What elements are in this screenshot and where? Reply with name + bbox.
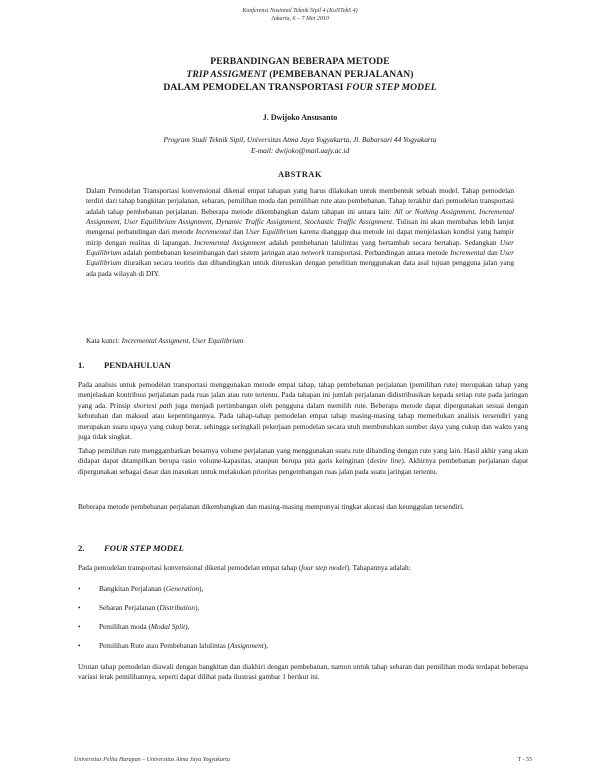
- page-number: T - 55: [517, 757, 532, 763]
- abstract-heading: ABSTRAK: [278, 170, 322, 179]
- list-item-text: [99, 603, 199, 612]
- paragraph-term: desire line: [369, 456, 402, 466]
- paragraph-text: juga menjadi pertimbangan oleh pengguna dalam memilih rute. Beberapa metode dapat dipergunakan sesuai dengan kebutuhan dan maksud atau kepentingannya. Pada tahap-tahap pemodelan empat tahap masing-masing tahap memerlukan analisis tersendiri yang merupakan suatu upaya yang cukup berat, sehingga seringkali pekerjaan pemodelan secara utuh membutuhkan sumber daya yang cukup dan waktu yang juga tidak singkat.: [78, 400, 528, 442]
- section-title: FOUR STEP MODEL: [104, 543, 184, 553]
- paragraph-text: Pada analisis untuk pemodelan transportasi menggunakan metode empat tahap, tahap pembebanan perjalanan (pemilihan rute) merupakan tahap yang menjelaskan kontribusi perjalanan pada ruas jalan atau rute tertentu. Pada tahapan ini jumlah perjalanan didistribusikan kepada setiap rute pada jaringan yang ada. Prinsip: [78, 380, 528, 410]
- paragraph-text: Tahap pemilihan rute menggambarkan besarnya volume perjalanan yang menggunakan suatu rute dibanding dengan rute yang lain. Hasil akhir yang akan didapat dapat ditampilkan berupa rasio volume-kapasitas, ataupun berupa pita garis keinginan (: [78, 446, 528, 466]
- keywords-value: Incremental Assigment, User Equilibrium: [121, 336, 244, 345]
- title-line-3-start: DALAM PEMODELAN TRANSPORTASI: [163, 82, 346, 93]
- list-item-end: ),: [199, 584, 204, 593]
- abstract-term: Incremental Assignment: [194, 237, 266, 247]
- list-item-label: Sebaran Perjalanan (: [99, 603, 160, 612]
- list-item-term: Generation: [165, 584, 200, 593]
- list-item-text: [99, 622, 189, 631]
- paragraph-term: four step model: [301, 563, 347, 572]
- paragraph-text: ). Tahapannya adalah:: [346, 563, 411, 572]
- list-item-term: Modal Split: [150, 622, 186, 631]
- section-2-intro: [78, 563, 528, 573]
- bullet-icon: •: [78, 603, 81, 612]
- abstract-text: adalah pembebanan keseimbangan dari sistem jaringan atau: [121, 248, 302, 258]
- bullet-icon: •: [78, 584, 81, 593]
- list-item-label: Pemilihan moda (: [99, 622, 151, 631]
- keywords: [86, 336, 514, 345]
- list-item: [78, 584, 528, 603]
- abstract-body: [86, 186, 514, 279]
- footer-institutions: Universitas Pelita Harapan – Universitas Atma Jaya Yogyakarta: [74, 757, 230, 763]
- abstract-text: transportasi. Perbandingan antara metode: [324, 248, 451, 258]
- paper-title: [0, 55, 600, 94]
- title-line-2: [0, 68, 600, 81]
- list-item: [78, 603, 528, 622]
- abstract-term: User Equilibrium: [245, 227, 298, 237]
- section-1-paragraph-2: [78, 446, 528, 477]
- title-italic-term: TRIP ASSIGMENT: [186, 69, 267, 80]
- list-item: [78, 622, 528, 641]
- affiliation-address: Program Studi Teknik Sipil, Universitas Atma Jaya Yogyakarta, Jl. Babarsari 44 Yogyakarta: [163, 135, 437, 144]
- list-item-text: [99, 641, 268, 650]
- paragraph-term: shortest path: [133, 400, 173, 410]
- title-line-2-rest: (PEMBEBANAN PERJALANAN): [266, 69, 414, 80]
- section-number: 1.: [78, 360, 85, 370]
- keywords-label: Kata kunci:: [86, 336, 122, 345]
- abstract-text: dan: [230, 227, 246, 237]
- conference-header: [0, 8, 600, 23]
- section-1-paragraph-3: Beberapa metode pembebanan perjalanan dikembangkan dan masing-masing mempunyai tingkat akurasi dan keunggulan tersendiri.: [78, 502, 465, 511]
- list-item-term: Distribution: [159, 603, 196, 612]
- abstract-text: adalah pembebanan lalulintas yang bertambah secara bertahap. Sedangkan: [265, 237, 500, 247]
- section-1-paragraph-1: [78, 380, 528, 442]
- abstract-text: karena dianggap dua metode ini dapat menjelaskan kondisi yang hampir mirip dengan realitas di lapangan.: [86, 227, 514, 247]
- abstract-text: diuraikan secara teoritis dan dibandingkan untuk diteruskan dengan penelitian menggunakan data asal tujuan pengguna jalan yang ada pada wilayah di DIY.: [86, 258, 514, 278]
- abstract-term: User Equilibrium: [86, 248, 514, 268]
- affiliation-email[interactable]: E-mail: dwijoko@mail.uajy.ac.id: [250, 146, 350, 155]
- author-name: J. Dwijoko Ansusanto: [262, 113, 338, 122]
- page-footer: [74, 757, 532, 763]
- paragraph-text: Pada pemodelan transportasi konvensional dikenal pemodelan empat tahap (: [78, 563, 302, 572]
- abstract-term: User Equilibrium: [86, 237, 515, 258]
- affiliation: [0, 134, 600, 156]
- list-item: [78, 641, 528, 660]
- abstract-method-list: All or Nothing Assignment, Incremental Assignment, User Equilibrium Assignment, Dynamic Traffic Assignment, Stochastic Traffic Assignment: [86, 206, 515, 227]
- title-line-3: [0, 81, 600, 94]
- bullet-icon: •: [78, 622, 81, 631]
- list-item-end: ),: [185, 622, 190, 631]
- title-line-1: PERBANDINGAN BEBERAPA METODE: [210, 56, 390, 67]
- section-2-closing: Urutan tahap pemodelan diawali dengan bangkitan dan diakhiri dengan pembebanan, namun untuk tahap sebaran dan pemilihan moda terdapat beberapa variasi letak pemilihannya, seperti dapat dilihat pada ilustrasi gambar 1 berikut ini.: [78, 662, 528, 682]
- list-item-label: Bangkitan Perjalanan (: [99, 584, 166, 593]
- list-item-text: [99, 584, 203, 593]
- section-1-heading: [78, 360, 171, 370]
- section-number: 2.: [78, 543, 85, 553]
- abstract-text: dan: [485, 248, 500, 258]
- section-title: PENDAHULUAN: [104, 360, 171, 370]
- conference-name: Konferensi Nasional Teknik Sipil 4 (KoNTekS 4): [242, 8, 358, 14]
- title-line-3-italic: FOUR STEP MODEL: [345, 82, 437, 93]
- abstract-term: Incremental: [195, 227, 231, 237]
- list-item-label: Pemilihan Rute atau Pembebanan lalulintas (: [99, 641, 231, 650]
- abstract-term: Incremental: [450, 248, 486, 258]
- list-item-end: ),: [195, 603, 200, 612]
- section-2-heading: [78, 543, 184, 553]
- paragraph-text: ). Akhirnya pembebanan perjalanan dapat dipergunakan sebagai dasar dan masukan untuk melakukan prioritas pengembangan ruas jalan pada suatu jaringan tertentu.: [78, 456, 528, 476]
- bullet-icon: •: [78, 641, 81, 650]
- list-item-end: ),: [263, 641, 269, 650]
- conference-dates: Jakarta, 6 – 7 Mei 2010: [271, 15, 329, 22]
- list-item-term: Assignment: [230, 641, 264, 650]
- abstract-term: network: [301, 248, 325, 258]
- abstract-text: Dalam Pemodelan Transportasi konvensional dikenal empat tahapan yang harus dilakukan untuk membentuk sebuah model. Tahap pemodelan terdiri dari tahap bangkitan perjalanan, sebaran, pemilihan moda dan pemilihan rute atau pembebanan. Tahap terakhir dari pemodelan transportasi adalah tahap pembebanan perjalanan. Beberapa metode dikembangkan dalam tahapan ini antara lain:: [86, 186, 514, 216]
- abstract-text: . Tulisan ini akan membahas lebih lanjut mengenai perbandingan dari metode: [86, 217, 514, 237]
- step-list: [78, 584, 528, 660]
